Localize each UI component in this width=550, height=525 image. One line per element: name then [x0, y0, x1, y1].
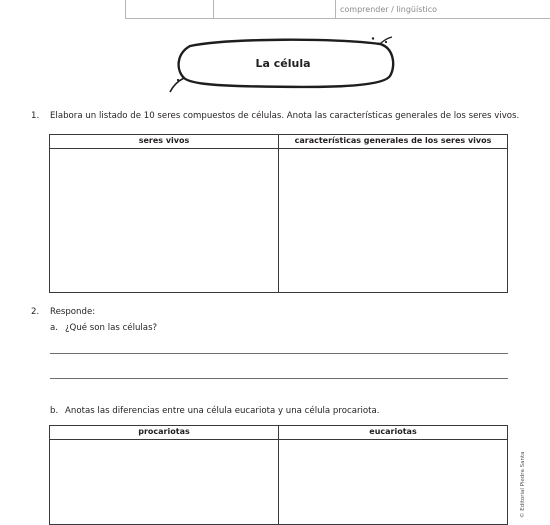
subquestion-text: Anotas las diferencias entre una célula eucariota y una célula procariota. — [65, 406, 380, 416]
header-divider — [213, 0, 214, 18]
subquestion-letter: b. — [50, 406, 59, 416]
skill-tag: comprender / lingüístico — [340, 5, 438, 14]
table-column — [50, 426, 278, 524]
table-procariotas-eucariotas — [49, 425, 508, 525]
table-header-cell: seres vivos — [50, 135, 278, 149]
header-rule — [125, 18, 550, 19]
answer-line[interactable] — [50, 353, 508, 354]
header-divider — [125, 0, 126, 18]
question-number: 2. — [31, 307, 40, 317]
table-header-cell: procariotas — [50, 426, 278, 440]
question-text: Elabora un listado de 10 seres compuestos de células. Anota las características generales de los seres vivos. — [50, 111, 520, 121]
subquestion-letter: a. — [50, 323, 58, 333]
table-seres-vivos — [49, 134, 508, 293]
page-title: La célula — [255, 57, 311, 70]
answer-line[interactable] — [50, 378, 508, 379]
table-column — [50, 135, 278, 292]
table-header-cell: eucariotas — [279, 426, 507, 440]
table-column — [278, 135, 507, 292]
side-credit: © Editorial Piedra Santa — [520, 451, 526, 518]
table-header-cell: características generales de los seres vivos — [279, 135, 507, 149]
subquestion-text: ¿Qué son las células? — [65, 323, 158, 333]
table-column — [278, 426, 507, 524]
header-divider — [335, 0, 336, 18]
question-text: Responde: — [50, 307, 96, 317]
question-number: 1. — [31, 111, 40, 121]
